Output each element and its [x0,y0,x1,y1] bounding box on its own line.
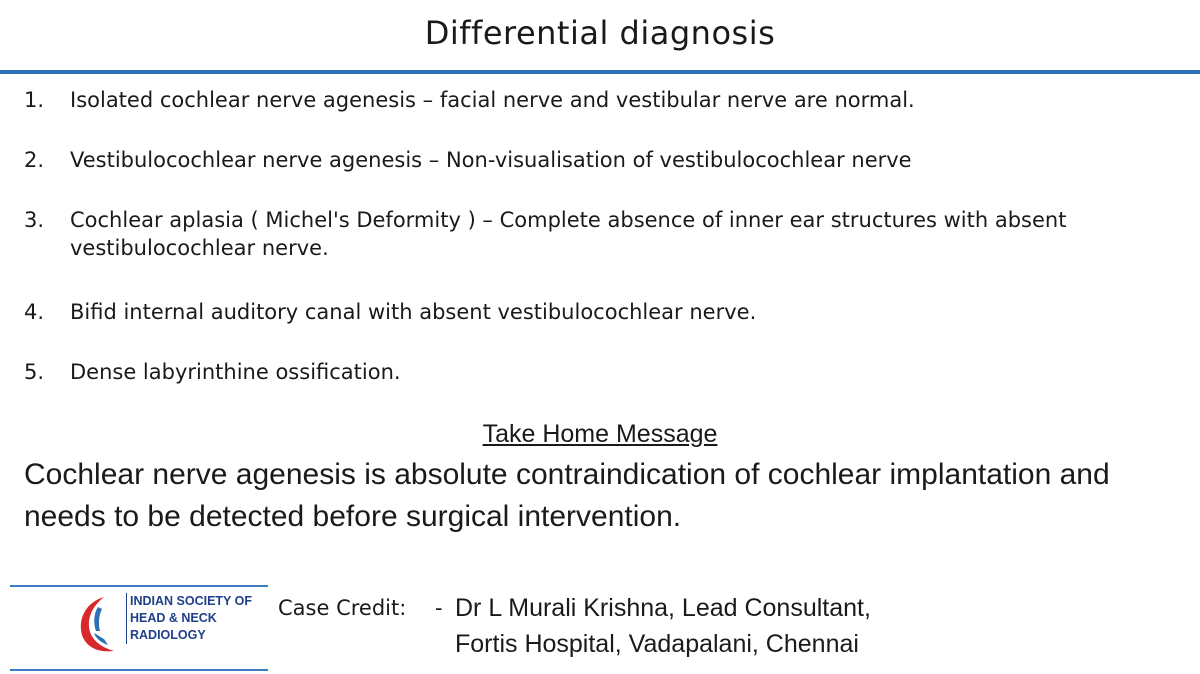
logo-bottom-rule [10,669,268,671]
item-text: Vestibulocochlear nerve agenesis – Non-visualisation of vestibulocochlear nerve [70,148,912,172]
title-divider [0,70,1200,74]
slide-title: Differential diagnosis [424,14,776,52]
case-credit-dash: - [435,596,443,620]
item-text: Cochlear aplasia ( Michel's Deformity ) – Complete absence of inner ear structures with absent vestibulocochlear nerve. [70,208,1067,260]
item-text: Isolated cochlear nerve agenesis – facial nerve and vestibular nerve are normal. [70,88,915,112]
head-neck-emblem-icon [74,593,120,655]
item-number: 5. [24,360,45,384]
case-credit-hospital: Fortis Hospital, Vadapalani, Chennai [455,630,859,658]
case-credit-name: Dr L Murali Krishna, Lead Consultant, [455,594,871,622]
take-home-heading: Take Home Message [482,420,718,448]
case-credit-label: Case Credit: [278,596,407,620]
logo-wordmark: INDIAN SOCIETY OF HEAD & NECK RADIOLOGY [126,593,272,644]
take-home-message: Cochlear nerve agenesis is absolute contraindication of cochlear implantation and needs to be detected before surgical intervention. [24,458,1110,533]
item-text: Dense labyrinthine ossification. [70,360,401,384]
item-number: 1. [24,88,45,112]
logo-top-rule [10,585,268,587]
society-logo [10,585,268,671]
item-number: 3. [24,208,45,232]
item-number: 4. [24,300,45,324]
item-text: Bifid internal auditory canal with absent vestibulocochlear nerve. [70,300,757,324]
item-number: 2. [24,148,45,172]
